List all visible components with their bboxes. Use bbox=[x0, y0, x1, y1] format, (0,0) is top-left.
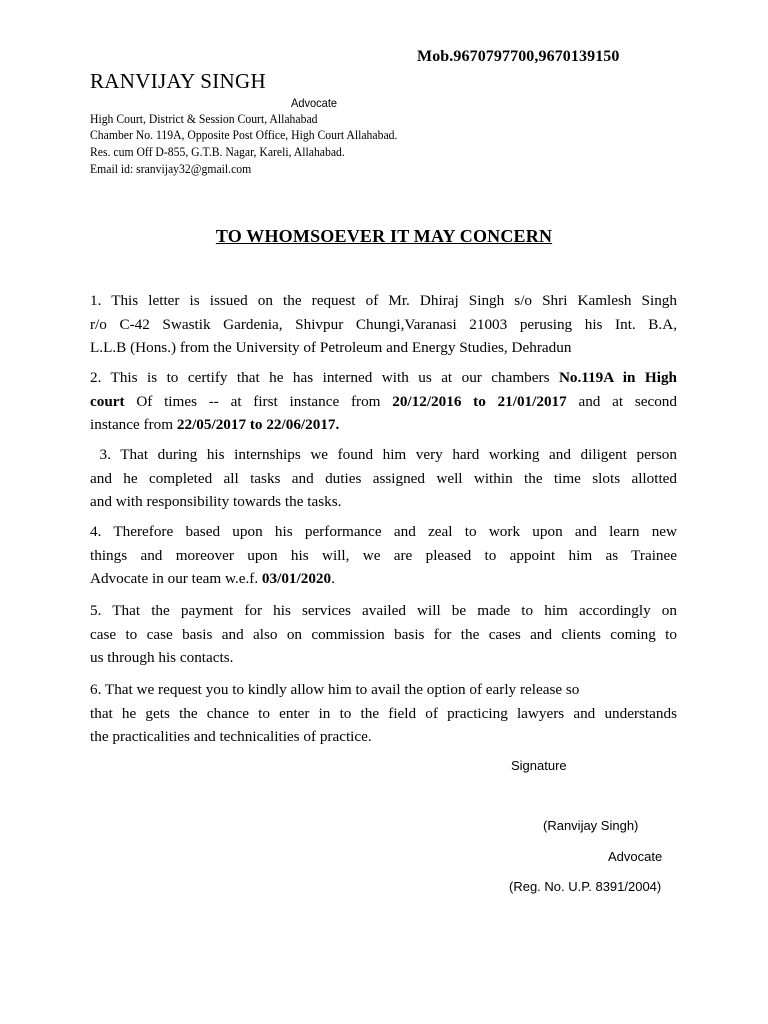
paragraph-line: us through his contacts. bbox=[90, 649, 234, 666]
paragraph-1 bbox=[90, 289, 677, 360]
paragraph-line: things and moreover upon his will, we are pleased to appoint him as Trainee bbox=[90, 546, 677, 564]
paragraph-line: court Of times -- at first instance from 20/12/2016 to 21/01/2017 and at second bbox=[90, 392, 677, 410]
signature-label: Signature bbox=[511, 758, 567, 773]
paragraph-line: Advocate in our team w.e.f. 03/01/2020. bbox=[90, 570, 335, 587]
paragraph-line: 2. This is to certify that he has interned with us at our chambers No.119A in High bbox=[90, 369, 677, 386]
paragraph-line: and he completed all tasks and duties assigned well within the time slots allotted bbox=[90, 469, 677, 487]
appointment-date: 03/01/2020 bbox=[261, 570, 332, 587]
paragraph-3 bbox=[90, 443, 677, 514]
paragraph-line: r/o C-42 Swastik Gardenia, Shivpur Chungi,Varanasi 21003 perusing his Int. B.A, bbox=[90, 315, 677, 333]
paragraph-line: 3. That during his internships we found him very hard working and diligent person bbox=[90, 446, 677, 463]
address-line-residence: Res. cum Off D-855, G.T.B. Nagar, Kareli, Allahabad. bbox=[90, 144, 345, 159]
signer-name: (Ranvijay Singh) bbox=[543, 818, 639, 833]
paragraph-2 bbox=[90, 366, 677, 437]
letter-title: TO WHOMSOEVER IT MAY CONCERN bbox=[215, 226, 553, 246]
paragraph-6 bbox=[90, 678, 677, 749]
mobile-numbers: Mob.9670797700,9670139150 bbox=[417, 48, 620, 65]
signer-title: Advocate bbox=[608, 849, 663, 864]
designation: Advocate bbox=[291, 96, 338, 110]
address-line-chamber: Chamber No. 119A, Opposite Post Office, High Court Allahabad. bbox=[90, 127, 398, 142]
paragraph-line: instance from 22/05/2017 to 22/06/2017. bbox=[90, 416, 340, 433]
paragraph-line: 6. That we request you to kindly allow him to avail the option of early release so bbox=[90, 681, 580, 698]
paragraph-line: that he gets the chance to enter in to the field of practicing lawyers and understands bbox=[90, 704, 677, 722]
paragraph-line: the practicalities and technicalities of practice. bbox=[90, 728, 372, 745]
paragraph-line: case to case basis and also on commission basis for the cases and clients coming to bbox=[90, 625, 677, 643]
paragraph-line: 4. Therefore based upon his performance and zeal to work upon and learn new bbox=[90, 523, 677, 540]
paragraph-line: and with responsibility towards the tasks. bbox=[90, 493, 342, 510]
second-instance-dates: 22/05/2017 to 22/06/2017. bbox=[176, 416, 340, 433]
paragraph-line: 5. That the payment for his services availed will be made to him accordingly on bbox=[90, 602, 677, 619]
first-instance-dates: 20/12/2016 to 21/01/2017 bbox=[392, 392, 567, 410]
paragraph-5 bbox=[90, 599, 677, 670]
paragraph-line: L.L.B (Hons.) from the University of Petroleum and Energy Studies, Dehradun bbox=[90, 339, 572, 356]
registration-number: (Reg. No. U.P. 8391/2004) bbox=[509, 879, 662, 894]
chamber-number: No.119A in High bbox=[558, 369, 677, 386]
advocate-name: RANVIJAY SINGH bbox=[90, 69, 266, 93]
address-line-email: Email id: sranvijay32@gmail.com bbox=[90, 161, 252, 176]
paragraph-4 bbox=[90, 520, 677, 591]
paragraph-line: 1. This letter is issued on the request of Mr. Dhiraj Singh s/o Shri Kamlesh Singh bbox=[90, 292, 677, 309]
address-line-court: High Court, District & Session Court, Allahabad bbox=[90, 111, 318, 126]
